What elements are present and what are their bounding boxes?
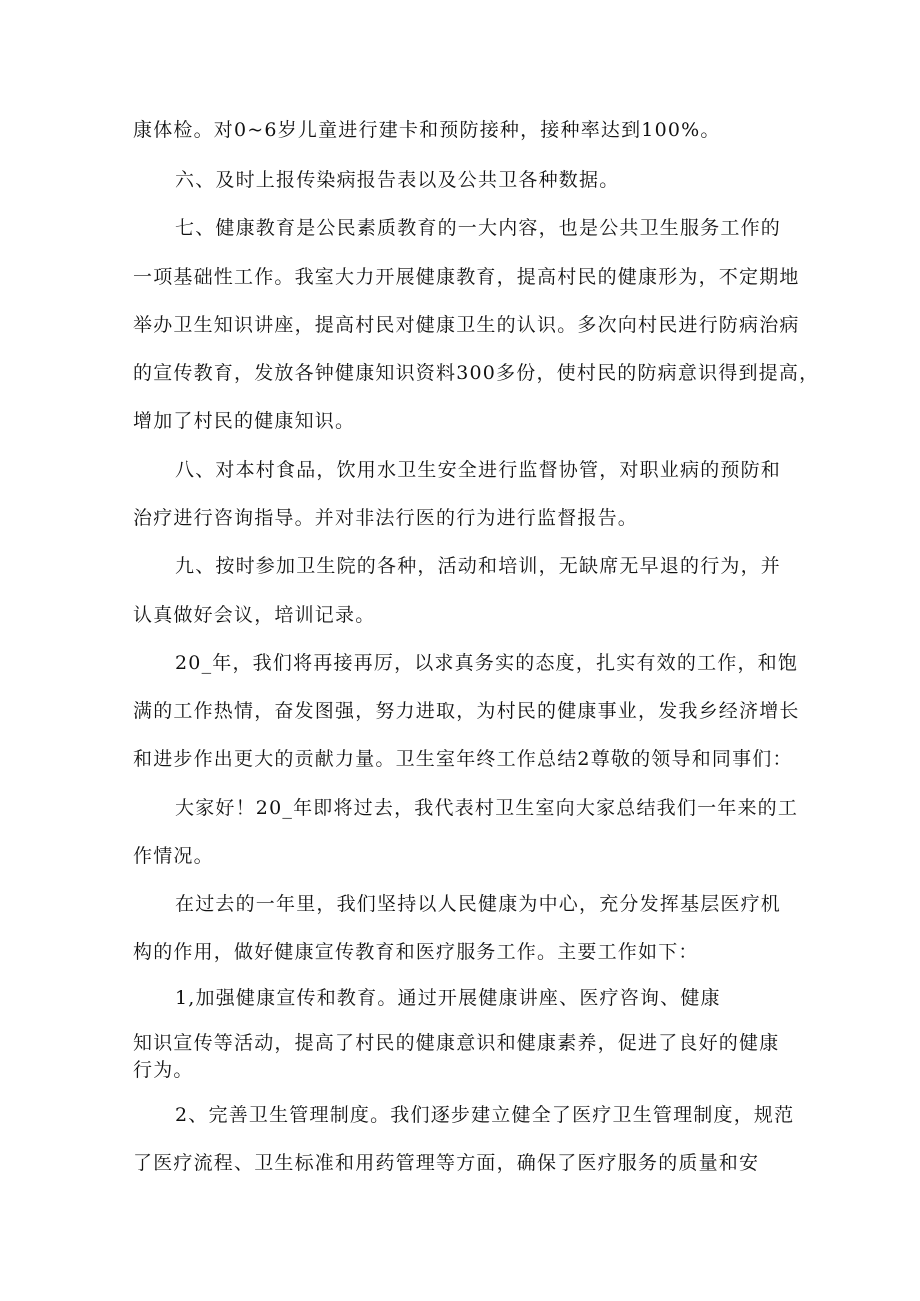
text-line: 一项基础性工作。我室大力开展健康教育，提高村民的健康形为，不定期地 <box>133 266 800 288</box>
text-line: 康体检。对0~6岁儿童进行建卡和预防接种，接种率达到100%。 <box>133 119 721 141</box>
text-line: 了医疗流程、卫生标准和用药管理等方面，确保了医疗服务的质量和安 <box>133 1152 760 1174</box>
text-line: 和进步作出更大的贡献力量。卫生室年终工作总结2尊敬的领导和同事们： <box>133 748 793 770</box>
text-line: 增加了村民的健康知识。 <box>133 410 356 432</box>
text-line: 举办卫生知识讲座，提高村民对健康卫生的认识。多次向村民进行防病治病 <box>133 314 800 336</box>
text-line: 作情况。 <box>133 845 214 867</box>
text-line: 六、及时上报传染病报告表以及公共卫各种数据。 <box>175 169 620 191</box>
text-line: 的宣传教育，发放各钟健康知识资料300多份，使村民的防病意识得到提高， <box>133 362 820 384</box>
text-line: 20_年，我们将再接再厉，以求真务实的态度，扎实有效的工作，和饱 <box>175 652 799 674</box>
text-line: 满的工作热情，奋发图强，努力进取，为村民的健康事业，发我乡经济增长 <box>133 700 800 722</box>
text-line: 八、对本村食品，饮用水卫生安全进行监督协管，对职业病的预防和 <box>175 459 782 481</box>
text-line: 2、完善卫生管理制度。我们逐步建立健全了医疗卫生管理制度，规范 <box>175 1104 795 1126</box>
text-line: 大家好！20_年即将过去，我代表村卫生室向大家总结我们一年来的工 <box>175 797 799 819</box>
text-line: 知识宣传等活动，提高了村民的健康意识和健康素养，促进了良好的健康 <box>133 1032 780 1054</box>
text-line: 在过去的一年里，我们坚持以人民健康为中心，充分发挥基层医疗机 <box>175 893 782 915</box>
text-line: 行为。 <box>133 1059 194 1081</box>
text-line: 七、健康教育是公民素质教育的一大内容，也是公共卫生服务工作的 <box>175 217 782 239</box>
text-line: 九、按时参加卫生院的各种，活动和培训，无缺席无早退的行为，并 <box>175 555 782 577</box>
text-line: 治疗进行咨询指导。并对非法行医的行为进行监督报告。 <box>133 507 639 529</box>
text-line: 1,加强健康宣传和教育。通过开展健康讲座、医疗咨询、健康 <box>175 987 721 1009</box>
text-line: 构的作用，做好健康宣传教育和医疗服务工作。主要工作如下： <box>133 941 699 963</box>
text-line: 认真做好会议，培训记录。 <box>133 604 376 626</box>
